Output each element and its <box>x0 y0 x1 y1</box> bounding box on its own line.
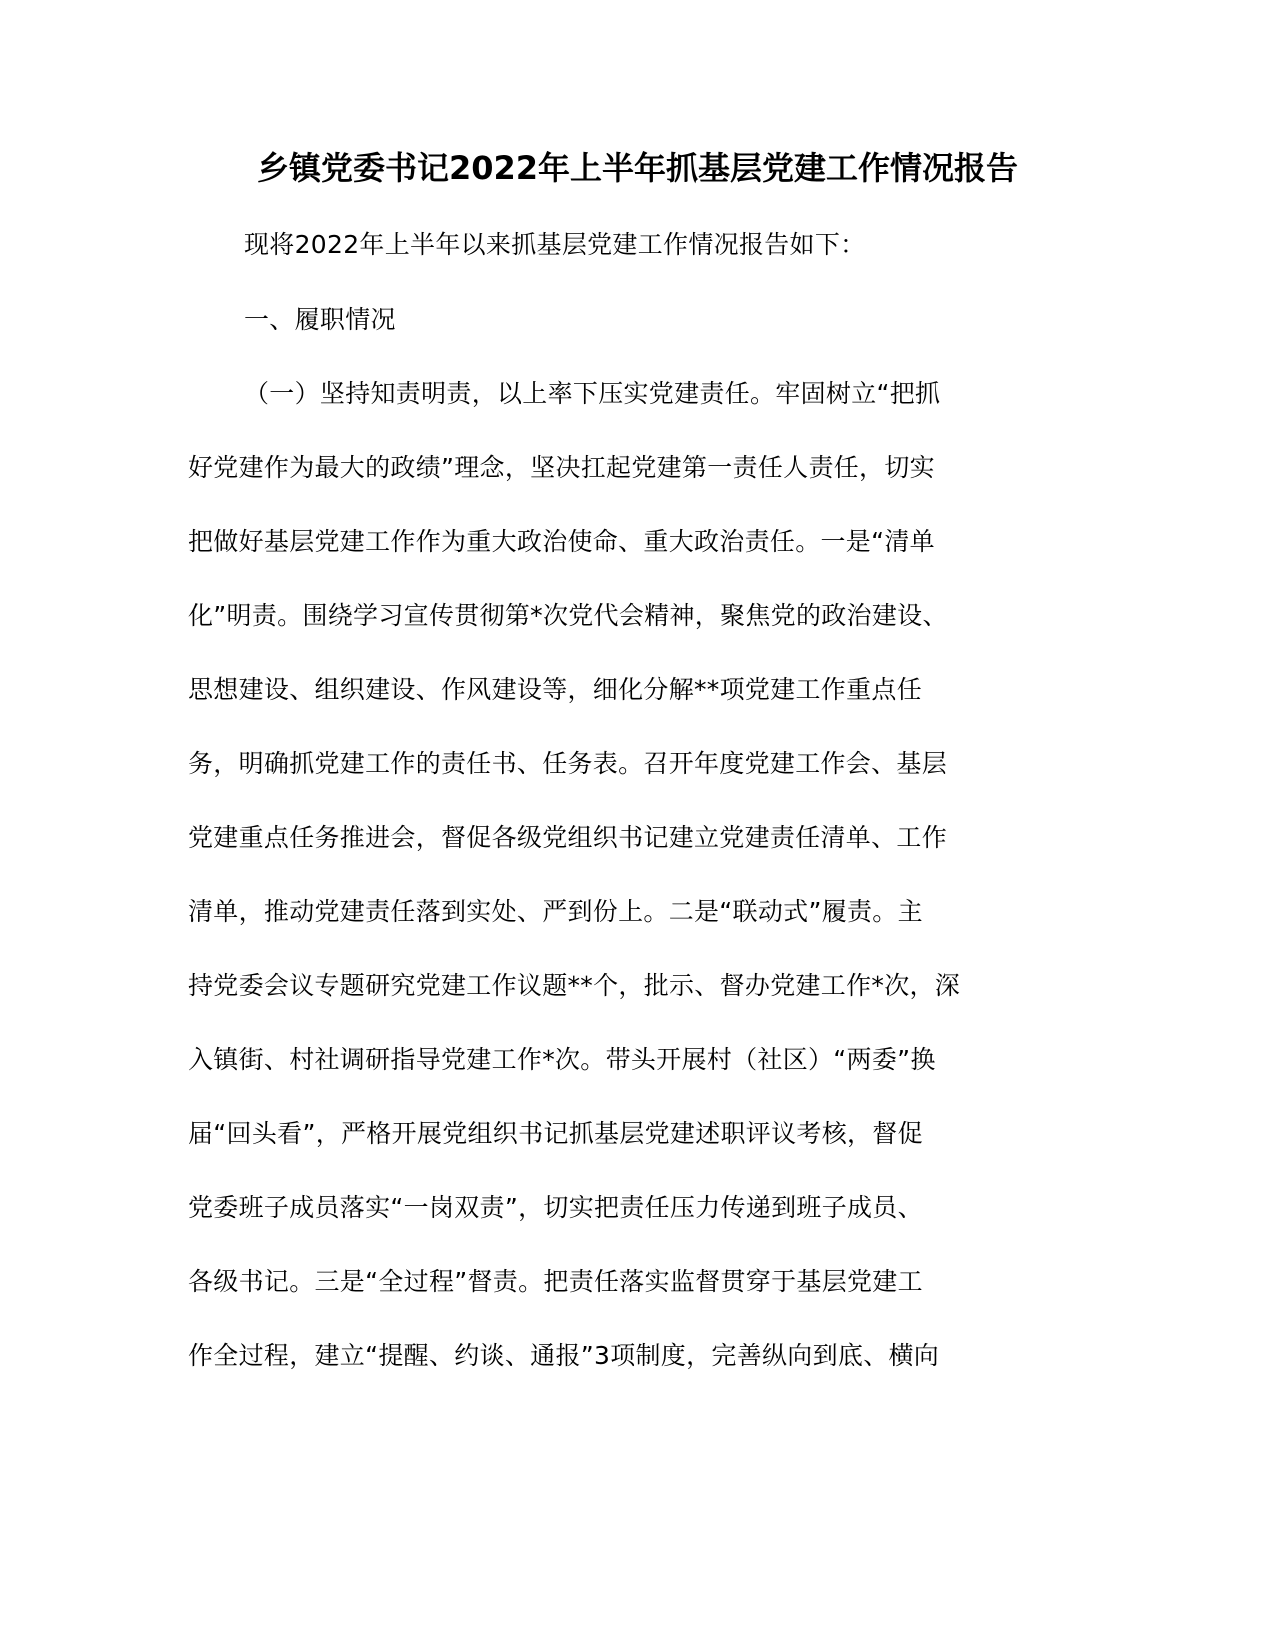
intro-paragraph: 现将2022年上半年以来抓基层党建工作情况报告如下： <box>244 230 866 259</box>
body-line: 各级书记。三是“全过程”督责。把责任落实监督贯穿于基层党建工 <box>188 1267 923 1296</box>
body-line: 化”明责。围绕学习宣传贯彻第*次党代会精神，聚焦党的政治建设、 <box>188 601 948 630</box>
body-line: 务，明确抓党建工作的责任书、任务表。召开年度党建工作会、基层 <box>188 749 948 778</box>
body-line: 届“回头看”，严格开展党组织书记抓基层党建述职评议考核，督促 <box>188 1119 923 1148</box>
body-line: 党建重点任务推进会，督促各级党组织书记建立党建责任清单、工作 <box>188 823 948 852</box>
document-title: 乡镇党委书记2022年上半年抓基层党建工作情况报告 <box>256 149 1019 187</box>
body-line: 把做好基层党建工作作为重大政治使命、重大政治责任。一是“清单 <box>188 527 935 556</box>
body-line: 清单，推动党建责任落到实处、严到份上。二是“联动式”履责。主 <box>188 897 923 926</box>
body-line: 党委班子成员落实“一岗双责”，切实把责任压力传递到班子成员、 <box>188 1193 923 1222</box>
body-line: （一）坚持知责明责，以上率下压实党建责任。牢固树立“把抓 <box>244 379 941 408</box>
body-line: 入镇街、村社调研指导党建工作*次。带头开展村（社区）“两委”换 <box>188 1045 936 1074</box>
body-line: 好党建作为最大的政绩”理念，坚决扛起党建第一责任人责任，切实 <box>188 453 935 482</box>
section-heading: 一、履职情况 <box>244 305 396 334</box>
body-line: 持党委会议专题研究党建工作议题**个，批示、督办党建工作*次，深 <box>188 971 961 1000</box>
body-line: 作全过程，建立“提醒、约谈、通报”3项制度，完善纵向到底、横向 <box>188 1341 940 1370</box>
body-line: 思想建设、组织建设、作风建设等，细化分解**项党建工作重点任 <box>188 675 923 704</box>
